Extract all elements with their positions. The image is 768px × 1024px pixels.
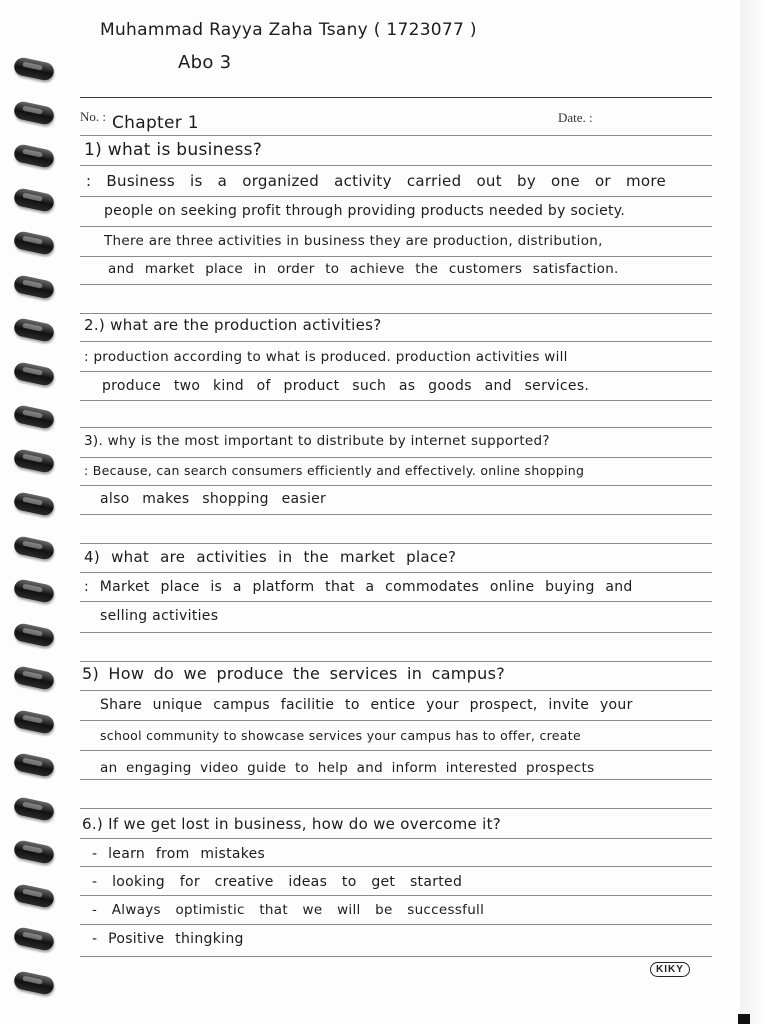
ruled-line — [80, 165, 712, 166]
ruled-line — [80, 256, 712, 257]
ruled-line — [80, 284, 712, 285]
answer-5-line-1: Share unique campus facilitie to entice your prospect, invite your — [100, 697, 633, 713]
question-4: 4) what are activities in the market place? — [84, 548, 457, 566]
ruled-line — [80, 371, 712, 372]
ruled-line — [80, 632, 712, 633]
binding-ring — [13, 665, 56, 691]
date-label: Date. : — [558, 110, 593, 125]
page-edge — [740, 0, 768, 1024]
ruled-line — [80, 313, 712, 314]
binding-ring — [13, 317, 56, 343]
ruled-line — [80, 572, 712, 573]
class-line: Abo 3 — [178, 52, 232, 73]
ruled-line — [80, 135, 712, 136]
ruled-line — [80, 400, 712, 401]
answer-5-line-2: school community to showcase services your campus has to offer, create — [100, 728, 581, 743]
binding-ring — [13, 448, 56, 474]
binding-ring — [13, 230, 56, 256]
binding-ring — [13, 926, 56, 952]
ruled-line — [80, 514, 712, 515]
brand-logo: KIKY — [650, 962, 690, 977]
question-3: 3). why is the most important to distribute by internet supported? — [84, 433, 550, 449]
binding-ring — [13, 752, 56, 778]
binding-ring — [13, 709, 56, 735]
answer-3-line-1: : Because, can search consumers efficiently and effectively. online shopping — [84, 463, 585, 478]
answer-1-line-4: and market place in order to achieve the customers satisfaction. — [108, 261, 619, 277]
ruled-line — [80, 97, 712, 98]
binding-ring — [13, 491, 56, 517]
ruled-line — [80, 838, 712, 839]
answer-6-item-4: - Positive thingking — [92, 931, 244, 947]
ruled-line — [80, 720, 712, 721]
ruled-line — [80, 457, 712, 458]
answer-3-line-2: also makes shopping easier — [100, 491, 327, 507]
binding-ring — [13, 100, 56, 126]
answer-1-line-1: : Business is a organized activity carried out by one or more — [86, 172, 667, 190]
ruled-line — [80, 341, 712, 342]
ruled-line — [80, 226, 712, 227]
binding-ring — [13, 970, 56, 996]
ruled-line — [80, 485, 712, 486]
page-corner-shadow — [738, 1014, 750, 1024]
answer-6-item-3: - Always optimistic that we will be successfull — [92, 902, 485, 918]
ruled-line — [80, 808, 712, 809]
binding-ring — [13, 187, 56, 213]
question-1: 1) what is business? — [84, 140, 263, 160]
binding-ring — [13, 274, 56, 300]
answer-2-line-2: produce two kind of product such as goods and services. — [102, 378, 590, 394]
ruled-line — [80, 779, 712, 780]
ruled-line — [80, 956, 712, 957]
ruled-line — [80, 690, 712, 691]
ruled-line — [80, 895, 712, 896]
spiral-binding — [0, 0, 70, 1024]
answer-2-line-1: : production according to what is produced. production activities will — [84, 349, 568, 365]
answer-4-line-1: : Market place is a platform that a commodates online buying and — [84, 579, 633, 595]
question-2: 2.) what are the production activities? — [84, 316, 382, 334]
binding-ring — [13, 143, 56, 169]
ruled-line — [80, 866, 712, 867]
chapter-title: Chapter 1 — [112, 113, 199, 133]
ruled-line — [80, 601, 712, 602]
answer-6-item-2: - looking for creative ideas to get started — [92, 874, 463, 890]
ruled-line — [80, 196, 712, 197]
binding-ring — [13, 56, 56, 82]
binding-ring — [13, 622, 56, 648]
question-6: 6.) If we get lost in business, how do we overcome it? — [82, 815, 502, 833]
ruled-line — [80, 543, 712, 544]
ruled-line — [80, 427, 712, 428]
student-name-line: Muhammad Rayya Zaha Tsany ( 1723077 ) — [100, 20, 477, 40]
answer-1-line-2: people on seeking profit through providing products needed by society. — [104, 203, 626, 219]
answer-5-line-3: an engaging video guide to help and inform interested prospects — [100, 760, 595, 776]
answer-4-line-2: selling activities — [100, 608, 219, 624]
binding-ring — [13, 796, 56, 822]
ruled-line — [80, 924, 712, 925]
binding-ring — [13, 404, 56, 430]
question-5: 5) How do we produce the services in campus? — [82, 664, 506, 683]
answer-6-item-1: - learn from mistakes — [92, 846, 266, 862]
binding-ring — [13, 361, 56, 387]
answer-1-line-3: There are three activities in business they are production, distribution, — [104, 233, 603, 249]
ruled-line — [80, 661, 712, 662]
no-label: No. : — [80, 109, 106, 124]
binding-ring — [13, 578, 56, 604]
binding-ring — [13, 883, 56, 909]
binding-ring — [13, 535, 56, 561]
ruled-line — [80, 750, 712, 751]
binding-ring — [13, 839, 56, 865]
